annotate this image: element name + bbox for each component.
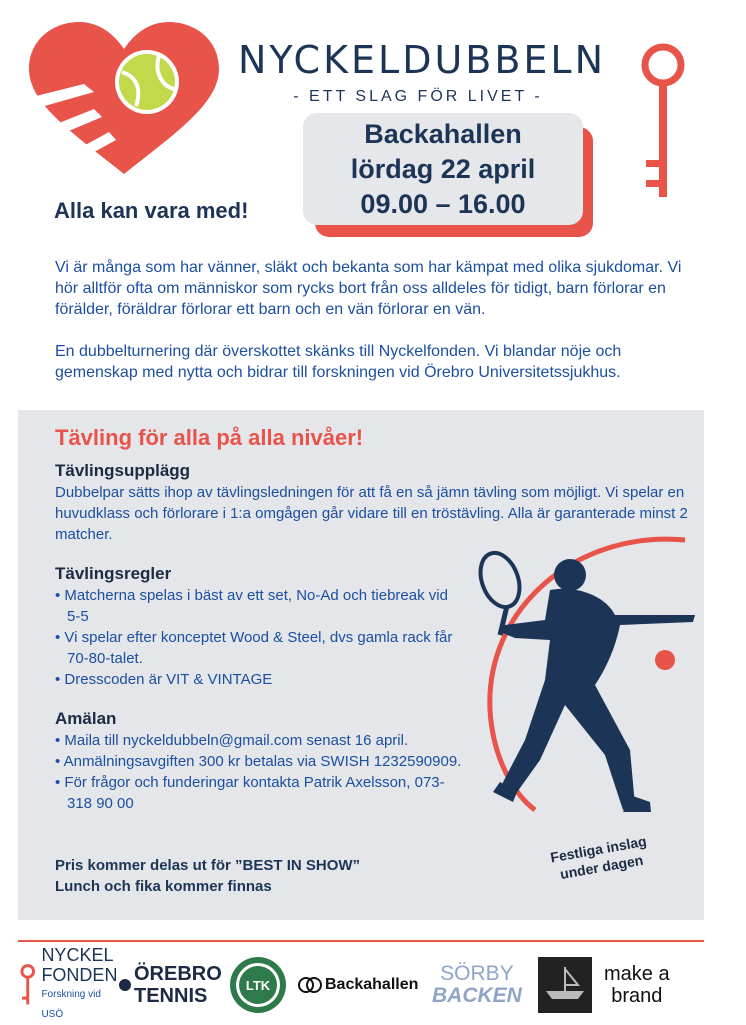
brand-subtitle: - ETT SLAG FÖR LIVET - — [293, 88, 543, 105]
format-text: Dubbelpar sätts ihop av tävlingsledningen för att få en så jämn tävling som möjligt. Vi spelar en huvudklass och förlorare i 1:a omgågen går vidare till en tröstävling. Alla är garanterade minst 2 matcher. — [55, 484, 688, 543]
key-icon — [18, 963, 37, 1007]
sponsor-backahallen — [298, 955, 428, 1015]
event-venue: Backahallen — [364, 119, 522, 149]
competition-headline: Tävling för alla på alla nivåer! — [55, 425, 364, 450]
divider — [18, 940, 704, 942]
viking-ship-icon — [538, 957, 592, 1013]
backen-text: BACKEN — [432, 984, 522, 1007]
intro-text — [55, 257, 695, 404]
sponsor-sorby-backen — [432, 955, 532, 1015]
event-date: lördag 22 april — [350, 154, 536, 184]
ltk-text: LTK — [239, 966, 277, 1004]
prize-line: Pris kommer delas ut för ”BEST IN SHOW” — [55, 857, 361, 874]
registration-item: • För frågor och funderingar kontakta Patrik Axelsson, 073-318 90 00 — [55, 774, 445, 812]
registration-item: • Anmälningsavgiften 300 kr betalas via SWISH 1232590909. — [55, 753, 462, 770]
registration-section — [55, 708, 465, 814]
intro-paragraph: Vi är många som har vänner, släkt och bekanta som har kämpat med olika sjukdomar. Vi hör alltför ofta om människor som rycks bort från oss alldeles för tidigt, barn förlorar en förälder, föräldrar förlorar ett barn och en vän förlorar en vän. — [55, 259, 682, 318]
orebro-text: ÖREBRO — [134, 963, 222, 985]
rules-item: • Vi spelar efter konceptet Wood & Steel, dvs gamla rack får 70-80-talet. — [55, 629, 453, 667]
nyckel-text: NYCKEL — [41, 945, 114, 965]
brand-title: NYCKELDUBBELN — [238, 38, 607, 82]
rules-item: • Matcherna spelas i bäst av ett set, No-Ad och tiebreak vid 5-5 — [55, 587, 448, 625]
prize-info — [55, 855, 360, 897]
rules-item: • Dresscoden är VIT & VINTAGE — [55, 671, 273, 688]
rules-section — [55, 563, 455, 690]
tennis-ball-icon — [118, 978, 132, 992]
festive-note: Festliga inslag under dagen — [549, 832, 648, 883]
sponsor-orebro-tennis — [118, 955, 223, 1015]
heart-tennis-ball-logo — [14, 14, 234, 184]
sorby-text: SÖRBY — [440, 962, 514, 985]
nyckel-subtext: Forskning vid USÖ — [41, 989, 101, 1020]
event-info-box — [303, 113, 583, 225]
tennis-balls-icon — [298, 974, 322, 996]
event-time: 09.00 – 16.00 — [360, 189, 526, 219]
registration-item: • Maila till nyckeldubbeln@gmail.com senast 16 april. — [55, 732, 409, 749]
sponsor-ltk — [230, 955, 290, 1015]
sponsor-viking-logo — [538, 955, 594, 1015]
fonden-text: FONDEN — [41, 965, 118, 985]
key-icon — [628, 40, 698, 200]
intro-paragraph: En dubbelturnering där överskottet skänks till Nyckelfonden. Vi blandar nöje och gemenskap med nytta och bidrar till forskningen vid Örebro Universitetssjukhus. — [55, 343, 622, 381]
rules-title: Tävlingsregler — [55, 564, 172, 583]
tagline: Alla kan vara med! — [54, 198, 249, 223]
lunch-line: Lunch och fika kommer finnas — [55, 878, 272, 895]
format-title: Tävlingsupplägg — [55, 461, 191, 480]
make-a-text: make a — [604, 963, 670, 985]
registration-title: Amälan — [55, 709, 117, 728]
tennis-player-illustration — [455, 520, 705, 850]
backahallen-text: Backahallen — [325, 976, 419, 993]
sponsor-make-a-brand — [604, 955, 704, 1015]
tennis-text: TENNIS — [134, 985, 208, 1007]
brand-text: brand — [611, 985, 663, 1007]
sponsor-nyckelfonden — [18, 945, 123, 1020]
